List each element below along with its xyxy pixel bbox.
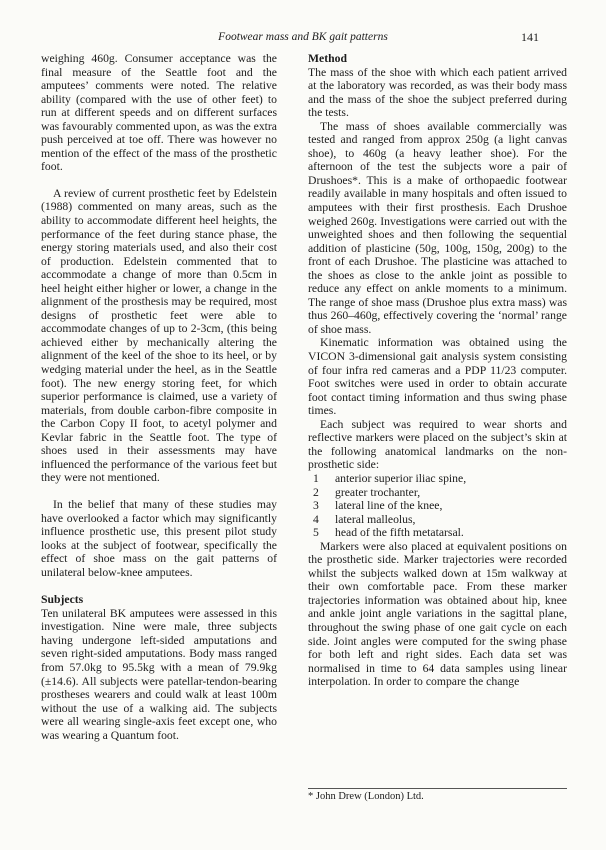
list-item (308, 499, 567, 513)
paragraph: In the belief that many of these studies may have overlooked a factor which may significantly influence prosthetic use, this present pilot study looks at the subject of footwear, specifically the effect of shoe mass on the gait patterns of unilateral below-knee amputees. (41, 497, 277, 579)
footnote: * John Drew (London) Ltd. (308, 791, 424, 802)
section-heading-method: Method (308, 52, 347, 65)
list-text: lateral malleolus, (335, 512, 416, 526)
list-item (308, 513, 567, 527)
list-text: anterior superior iliac spine, (335, 471, 467, 485)
list-text: head of the fifth metatarsal. (335, 526, 464, 540)
paragraph: Markers were also placed at equivalent positions on the prosthetic side. Marker trajectories were recorded whilst the subjects walked down at 15m walkway at their own comfortable pace. From these marker trajectories information was obtained about hip, knee and ankle joint angle variations in the sagittal plane, throughout the swing phase of one gait cycle on each side. Joint angles were computed for the swing phase for both left and right sides. Each data set was normalised in time to 64 data samples using linear interpolation. In order to compare the change (308, 539, 567, 689)
paragraph: weighing 460g. Consumer acceptance was the final measure of the Seattle foot and the amputees’ comments were noted. The relative ability (compared with the use of other feet) to run at different speeds and on different surfaces was favourably commented upon, as was the extra push perceived at toe off. There was however no mention of the effect of the mass of the prosthetic foot. (41, 52, 277, 174)
list-text: lateral line of the knee, (335, 499, 443, 513)
list-item (308, 472, 567, 486)
paragraph: The mass of the shoe with which each patient arrived at the laboratory was recorded, as was their body mass and the mass of the shoe the subject preferred during the tests. (308, 65, 567, 120)
running-title: Footwear mass and BK gait patterns (218, 31, 388, 43)
list-text: greater trochanter, (335, 485, 421, 499)
page-number: 141 (521, 30, 539, 44)
landmark-list (308, 472, 567, 540)
list-item (308, 486, 567, 500)
paragraph: Ten unilateral BK amputees were assessed in this investigation. Nine were male, three subjects having undergone left-sided amputations and seven right-sided amputations. Body mass ranged from 57.0kg to 95.5kg with a mean of 79.9kg (±14.6). All subjects were patellar-tendon-bearing prostheses wearers and could walk at least 100m without the use of a walking aid. The subjects were all wearing single-axis feet except one, who was wearing a Quantum foot. (41, 606, 277, 742)
left-column (41, 52, 277, 742)
right-column (308, 52, 567, 689)
list-number: 4 (313, 512, 319, 526)
paragraph: Kinematic information was obtained using the VICON 3-dimensional gait analysis system consisting of four infra red cameras and a PDP 11/23 computer. Foot switches were used in order to obtain accurate foot contact timing information and thus swing phase times. (308, 336, 567, 418)
section-heading-subjects: Subjects (41, 593, 84, 607)
footnote-divider (308, 788, 567, 789)
paragraph: The mass of shoes available commercially was tested and ranged from approx 250g (a light canvas shoe), to 460g (a heavy leather shoe). For the afternoon of the test the subjects wore a pair of Drushoes*. This is a make of orthopaedic footwear readily available in many hospitals and often issued to amputees with their first prosthesis. Each Drushoe weighed 260g. Investigations were carried out with the unweighted shoes and then following the sequential addition of plasticine (50g, 100g, 150g, 200g) to the front of each Drushoe. The plasticine was attached to the shoes as close to the ankle joint as possible to reduce any effect on ankle moments to a minimum. The range of shoe mass (Drushoe plus extra mass) was thus 260–460g, effectively covering the ‘normal’ range of shoe mass. (308, 119, 567, 336)
list-number: 3 (313, 499, 319, 513)
list-item (308, 526, 567, 540)
list-number: 2 (313, 485, 319, 499)
paragraph: Each subject was required to wear shorts and reflective markers were placed on the subject’s skin at the following anatomical landmarks on the non-prosthetic side: (308, 417, 567, 472)
paragraph: A review of current prosthetic feet by Edelstein (1988) commented on many areas, such as the ability to accommodate different heel heights, the performance of the feet during stance phase, the energy storing materials used, and also their cost of production. Edelstein commented that to accommodate a change of more than 0.5cm in heel height either higher or lower, a change in the alignment of the prosthesis may be required, most designs of prosthetic feet were able to accommodate changes of up to 2-3cm, (this being achieved either by mechanically altering the alignment of the keel of the shoe to its heel, or by wedging material under the heel, as in the Seattle foot). The new energy storing feet, for which superior performance is claimed, use a variety of materials, from double carbon-fibre composite in the Carbon Copy II foot, to acetyl polymer and Kevlar fabric in the Seattle foot. The type of shoes used in their assessments may have influenced the performance of the various feet but they were not mentioned. (41, 186, 277, 485)
list-number: 5 (313, 526, 319, 540)
list-number: 1 (313, 471, 319, 485)
